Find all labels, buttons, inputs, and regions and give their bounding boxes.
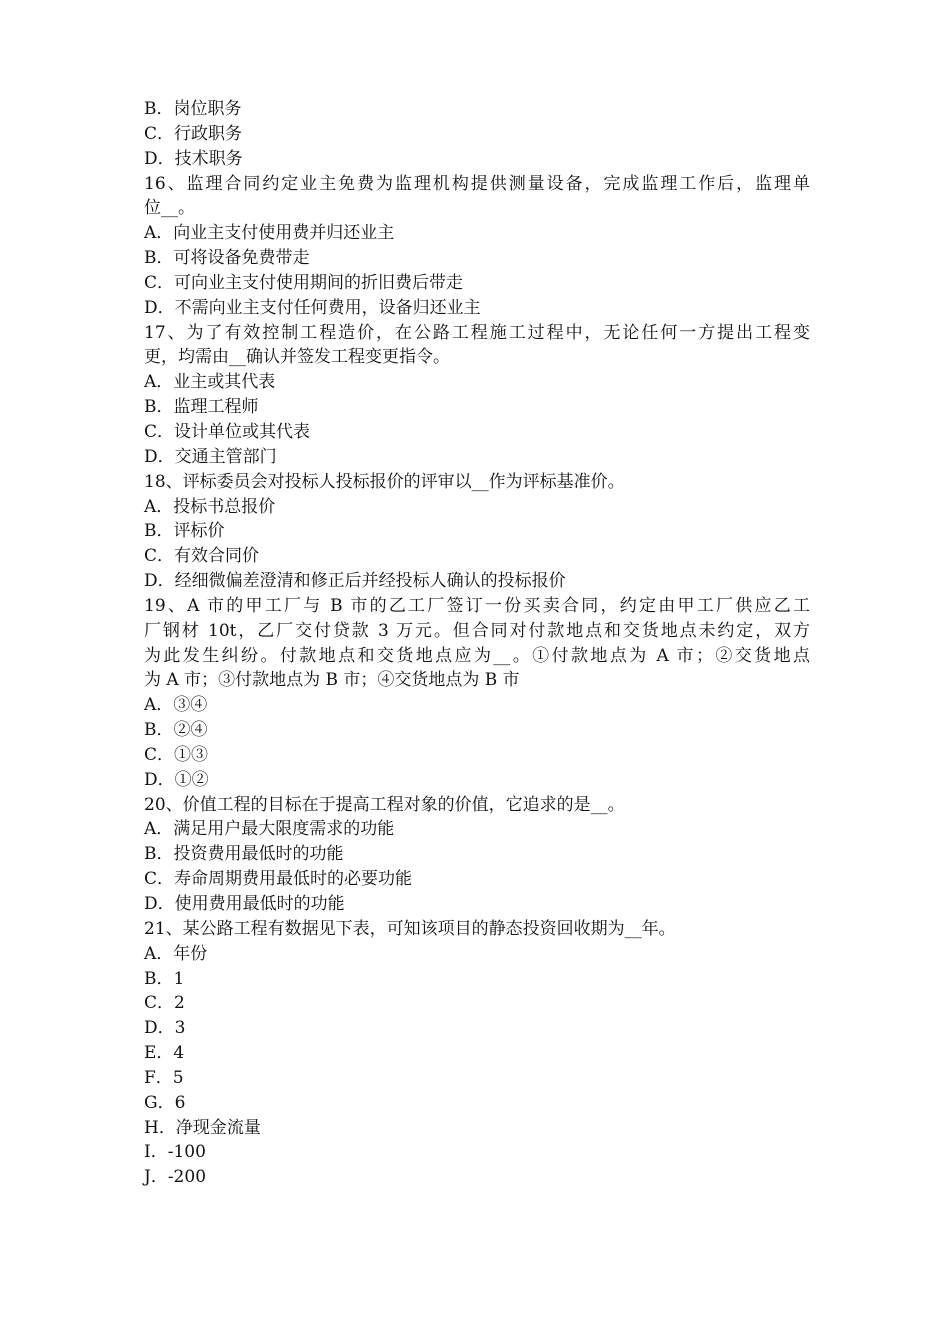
option-line: B．岗位职务 (144, 99, 242, 119)
document-page (144, 97, 810, 1190)
option-line: B．评标价 (144, 521, 225, 542)
option-line: C．2 (144, 993, 185, 1014)
question-line: 厂钢材 10t，乙厂交付贷款 3 万元。但合同对付款地点和交货地点未约定，双方 (144, 620, 810, 641)
option-line: A．向业主支付使用费并归还业主 (144, 223, 395, 244)
question-line: 20、价值工程的目标在于提高工程对象的价值，它追求的是__。 (144, 794, 625, 815)
option-line: B．可将设备免费带走 (144, 248, 310, 269)
option-line: C．设计单位或其代表 (144, 421, 311, 442)
option-line: A．满足用户最大限度需求的功能 (144, 819, 395, 840)
question-line: 位__。 (144, 198, 195, 219)
option-line: H．净现金流量 (144, 1117, 261, 1138)
question-line: 为 A 市；③付款地点为 B 市；④交货地点为 B 市 (144, 670, 520, 691)
option-line: F．5 (144, 1067, 184, 1088)
option-line: B．监理工程师 (144, 397, 259, 418)
option-line: E．4 (144, 1043, 185, 1064)
question-line: 更，均需由__确认并签发工程变更指令。 (144, 347, 450, 368)
question-line: 17、为了有效控制工程造价，在公路工程施工过程中，无论任何一方提出工程变 (144, 322, 810, 343)
option-line: I．-100 (144, 1142, 206, 1163)
option-line: A．业主或其代表 (144, 372, 276, 393)
option-line: D．使用费用最低时的功能 (144, 894, 345, 914)
option-line: C．行政职务 (144, 123, 243, 144)
option-line: C．寿命周期费用最低时的必要功能 (144, 869, 413, 890)
option-line: C．①③ (144, 744, 209, 765)
option-line: D．经细微偏差澄清和修正后并经投标人确认的投标报价 (144, 571, 566, 592)
option-line: B．投资费用最低时的功能 (144, 844, 344, 865)
option-line: J．-200 (144, 1167, 207, 1188)
option-line: D．3 (144, 1018, 186, 1039)
text-body (144, 97, 810, 1190)
option-line: C．可向业主支付使用期间的折旧费后带走 (144, 272, 464, 293)
question-line: 18、评标委员会对投标人投标报价的评审以__作为评标基准价。 (144, 471, 625, 492)
option-line: A．③④ (144, 695, 208, 716)
option-line: A．年份 (144, 943, 208, 964)
option-line: C．有效合同价 (144, 546, 260, 567)
question-line: 16、监理合同约定业主免费为监理机构提供测量设备，完成监理工作后，监理单 (144, 173, 810, 194)
option-line: B．1 (144, 968, 185, 989)
question-line: 19、A 市的甲工厂与 B 市的乙工厂签订一份买卖合同，约定由甲工厂供应乙工 (144, 595, 810, 616)
option-line: D．不需向业主支付任何费用，设备归还业主 (144, 297, 481, 318)
option-line: G．6 (144, 1092, 186, 1113)
question-line: 为此发生纠纷。付款地点和交货地点应为__。①付款地点为 A 市；②交货地点 (144, 645, 810, 666)
option-line: D．交通主管部门 (144, 446, 277, 467)
option-line: D．①② (144, 769, 209, 790)
question-line: 21、某公路工程有数据见下表，可知该项目的静态投资回收期为__年。 (144, 918, 676, 939)
option-line: A．投标书总报价 (144, 496, 276, 517)
option-line: B．②④ (144, 720, 208, 741)
option-line: D．技术职务 (144, 148, 243, 169)
